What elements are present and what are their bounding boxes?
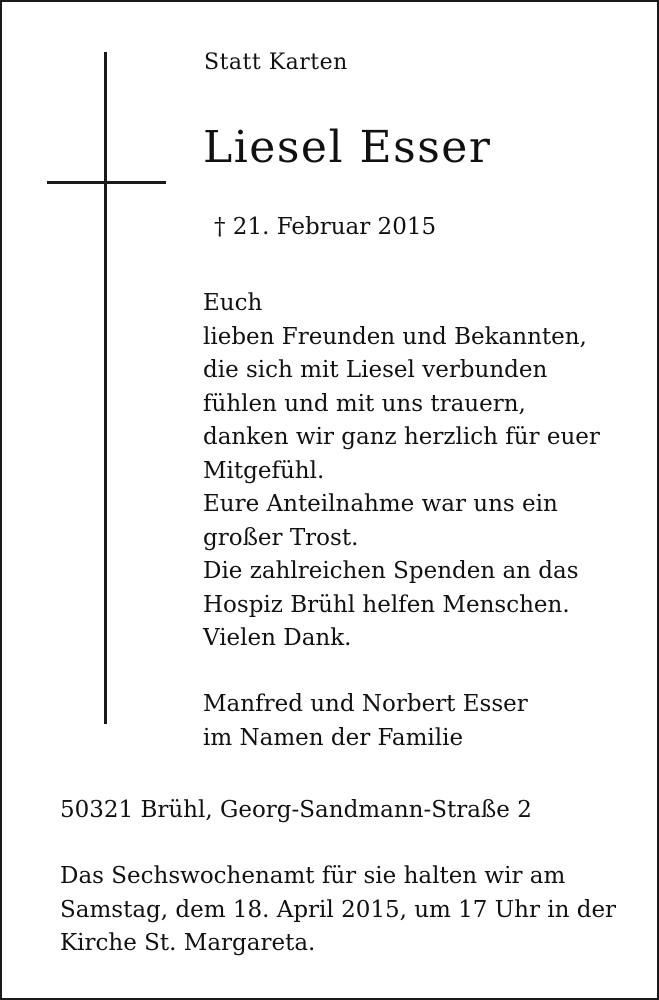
service-line: Das Sechswochenamt für sie halten wir am: [60, 863, 566, 889]
message-line: danken wir ganz herzlich für euer: [203, 424, 600, 450]
signature-line: im Namen der Familie: [203, 724, 464, 751]
thank-you-message: [203, 287, 600, 656]
family-signature: [203, 688, 528, 755]
service-line: Kirche St. Margareta.: [60, 930, 316, 956]
message-line: großer Trost.: [203, 524, 359, 551]
notice-heading: Statt Karten: [204, 50, 348, 75]
service-line: Samstag, dem 18. April 2015, um 17 Uhr in der: [60, 896, 617, 923]
message-line: fühlen und mit uns trauern,: [203, 390, 526, 417]
death-date: † 21. Februar 2015: [214, 214, 437, 240]
message-line: die sich mit Liesel verbunden: [203, 357, 548, 383]
message-line: Hospiz Brühl helfen Menschen.: [203, 591, 570, 618]
message-line: Euch: [203, 290, 263, 316]
message-line: Eure Anteilnahme war uns ein: [203, 491, 558, 517]
family-address: 50321 Brühl, Georg-Sandmann-Straße 2: [60, 797, 532, 823]
message-line: Die zahlreichen Spenden an das: [203, 558, 579, 584]
signature-line: Manfred und Norbert Esser: [203, 691, 528, 717]
cross-icon-horizontal-bar: [47, 181, 166, 184]
message-line: lieben Freunden und Bekannten,: [203, 323, 587, 350]
memorial-service-info: [60, 860, 616, 961]
message-line: Vielen Dank.: [203, 625, 352, 651]
cross-icon-vertical-bar: [104, 52, 107, 724]
message-line: Mitgefühl.: [203, 457, 325, 484]
deceased-name: Liesel Esser: [203, 122, 492, 173]
